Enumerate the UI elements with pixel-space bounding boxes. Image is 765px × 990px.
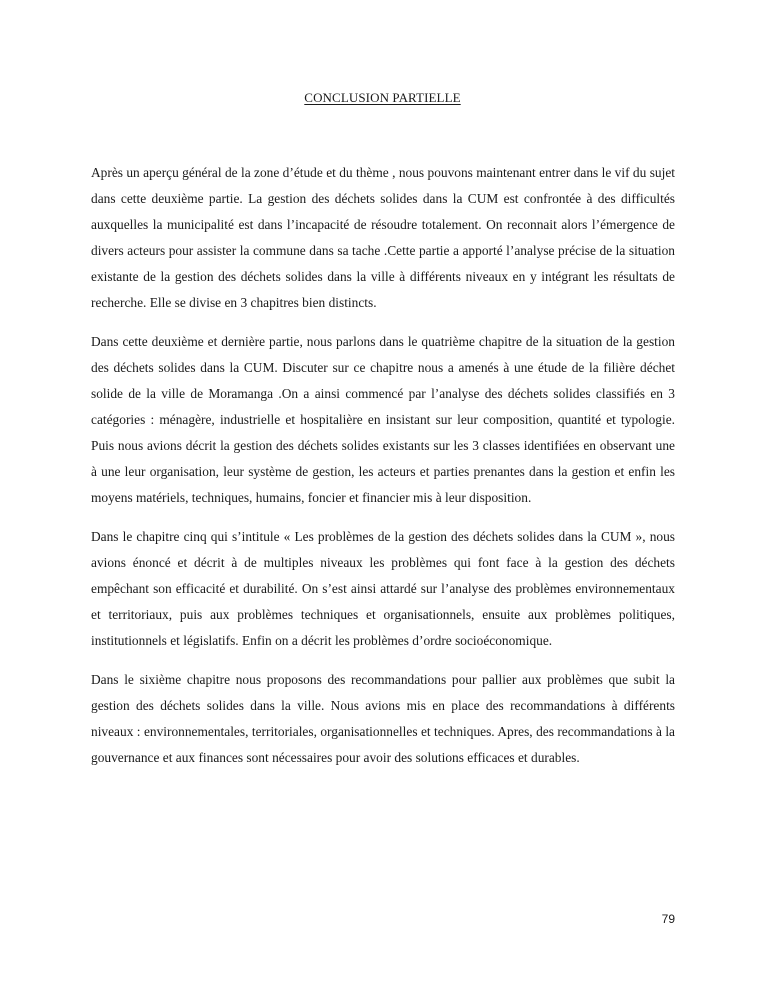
paragraph-1: Après un aperçu général de la zone d’étude et du thème , nous pouvons maintenant entrer dans le vif du sujet dans cette deuxième partie. La gestion des déchets solides dans la CUM est confrontée à des difficultés auxquelles la municipalité est dans l’incapacité de résoudre totalement. On reconnait alors l’émergence de divers acteurs pour assister la commune dans sa tache .Cette partie a apporté l’analyse précise de la situation existante de la gestion des déchets solides dans la ville à différents niveaux en y intégrant les résultats de recherche. Elle se divise en 3 chapitres bien distincts. [91, 165, 675, 310]
body-text [91, 160, 675, 784]
page-number: 79 [661, 912, 675, 926]
paragraph-4: Dans le sixième chapitre nous proposons des recommandations pour pallier aux problèmes que subit la gestion des déchets solides dans la ville. Nous avions mis en place des recommandations à différents niveaux : environnementales, territoriales, organisationnelles et techniques. Apres, des recommandations à la gouvernance et aux finances sont nécessaires pour avoir des solutions efficaces et durables. [91, 672, 675, 765]
section-title: CONCLUSION PARTIELLE [304, 90, 461, 105]
paragraph-2: Dans cette deuxième et dernière partie, nous parlons dans le quatrième chapitre de la situation de la gestion des déchets solides dans la CUM. Discuter sur ce chapitre nous a amenés à une étude de la filière déchet solide de la ville de Moramanga .On a ainsi commencé par l’analyse des déchets solides classifiés en 3 catégories : ménagère, industrielle et hospitalière en insistant sur leur composition, quantité et typologie. Puis nous avions décrit la gestion des déchets solides existants sur les 3 classes identifiées en observant une à une leur organisation, leur système de gestion, les acteurs et parties prenantes dans la gestion et enfin les moyens matériels, techniques, humains, foncier et financier mis à leur disposition. [91, 334, 675, 505]
paragraph-3: Dans le chapitre cinq qui s’intitule « Les problèmes de la gestion des déchets solides dans la CUM », nous avions énoncé et décrit à de multiples niveaux les problèmes qui font face à la gestion des déchets empêchant son efficacité et durabilité. On s’est ainsi attardé sur l’analyse des problèmes environnementaux et territoriaux, puis aux problèmes techniques et organisationnels, ensuite aux problèmes politiques, institutionnels et législatifs. Enfin on a décrit les problèmes d’ordre socioéconomique. [91, 529, 675, 648]
